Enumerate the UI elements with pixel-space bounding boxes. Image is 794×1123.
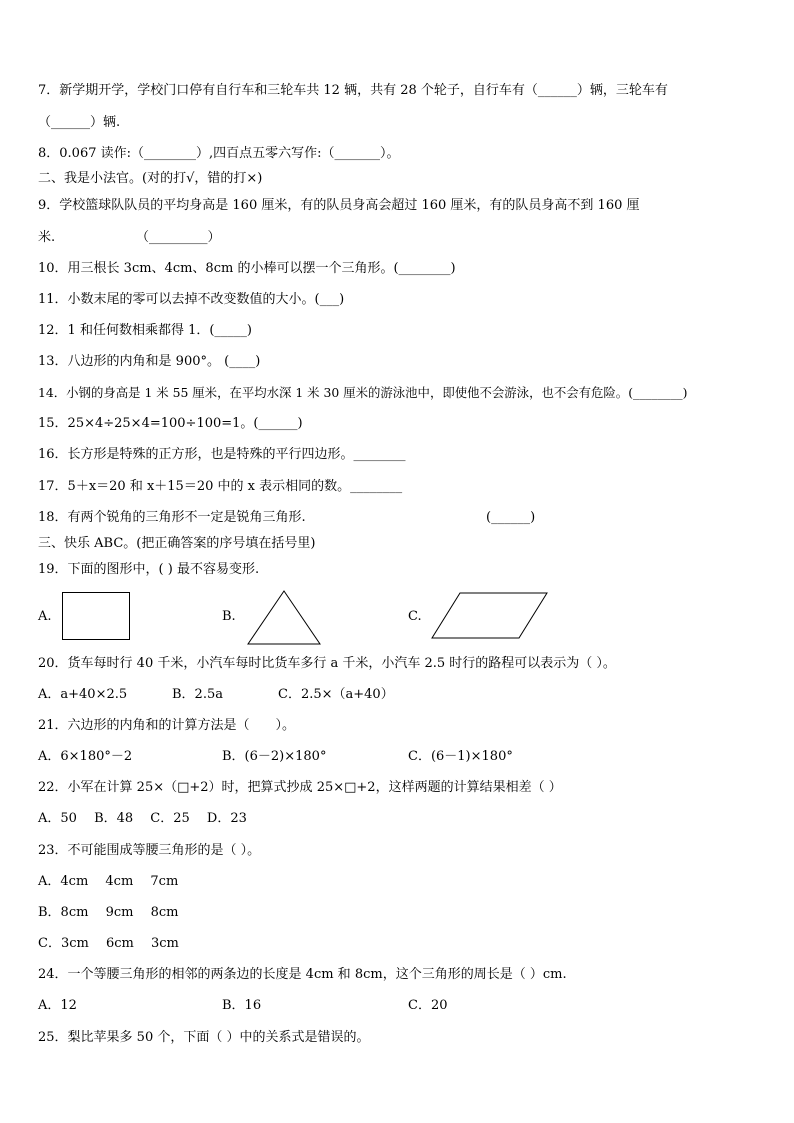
q21-stem: 21．六边形的内角和的计算方法是（ ）。 [38, 718, 296, 733]
rectangle-shape [62, 592, 130, 640]
q22-stem: 22．小军在计算 25×（□+2）时，把算式抄成 25×□+2，这样两题的计算结果相差（ ） [38, 780, 562, 795]
section-2-heading: 二、我是小法官。(对的打√，错的打×) [38, 171, 263, 186]
q9-line2: 米. [38, 230, 56, 245]
q20-option-b: B．2.5a [172, 687, 223, 702]
q23-stem: 23．不可能围成等腰三角形的是（ ）。 [38, 843, 261, 858]
q24-option-a: A．12 [38, 998, 77, 1013]
q24-option-b: B．16 [222, 998, 262, 1013]
q24-stem: 24．一个等腰三角形的相邻的两条边的长度是 4cm 和 8cm，这个三角形的周长是（ ）cm. [38, 967, 567, 982]
q25: 25．梨比苹果多 50 个，下面（ ）中的关系式是错误的。 [38, 1030, 370, 1045]
q20-stem: 20．货车每时行 40 千米，小汽车每时比货车多行 a 千米，小汽车 2.5 时行的路程可以表示为（ ）。 [38, 656, 616, 671]
q9-blank: （_________） [136, 230, 221, 245]
q18-blank: (______) [486, 510, 536, 525]
q8: 8．0.067 读作:（________）,四百点五零六写作:（_______）。 [38, 146, 400, 161]
q12: 12．1 和任何数相乘都得 1．(_____) [38, 323, 252, 338]
q20-option-a: A．a+40×2.5 [38, 687, 128, 702]
q24-option-c: C．20 [408, 998, 448, 1013]
q11: 11．小数末尾的零可以去掉不改变数值的大小。(___) [38, 292, 345, 307]
q19-option-b-label: B. [222, 609, 236, 624]
q17: 17．5＋x＝20 和 x＋15＝20 中的 x 表示相同的数。________ [38, 479, 403, 494]
q21-option-b: B．(6－2)×180° [222, 749, 327, 764]
q10: 10．用三根长 3cm、4cm、8cm 的小棒可以摆一个三角形。(________) [38, 261, 456, 276]
parallelogram-shape [430, 592, 550, 640]
q21-option-c: C．(6－1)×180° [408, 749, 513, 764]
q19-option-a-label: A. [38, 609, 52, 624]
q7-line1: 7．新学期开学，学校门口停有自行车和三轮车共 12 辆，共有 28 个轮子，自行车有（______）辆，三轮车有 [38, 83, 668, 98]
q23-option-b: B．8cm 9cm 8cm [38, 905, 179, 920]
q18-text: 18．有两个锐角的三角形不一定是锐角三角形. [38, 510, 306, 525]
triangle-shape [246, 590, 322, 646]
q16: 16．长方形是特殊的正方形，也是特殊的平行四边形。________ [38, 447, 406, 462]
q13: 13．八边形的内角和是 900°。 (____) [38, 354, 261, 369]
q21-option-a: A．6×180°－2 [38, 749, 133, 764]
q15: 15．25×4÷25×4=100÷100=1。(______) [38, 416, 303, 431]
q19-stem: 19．下面的图形中，( ) 最不容易变形. [38, 562, 260, 577]
q23-option-c: C．3cm 6cm 3cm [38, 936, 179, 951]
section-3-heading: 三、快乐 ABC。(把正确答案的序号填在括号里) [38, 536, 316, 551]
q20-option-c: C．2.5×（a+40） [278, 687, 394, 702]
q14: 14．小钢的身高是 1 米 55 厘米，在平均水深 1 米 30 厘米的游泳池中，即使他不会游泳，也不会有危险。(________) [38, 385, 688, 400]
q7-line2: （______）辆. [38, 115, 121, 130]
q23-option-a: A．4cm 4cm 7cm [38, 874, 179, 889]
q22-options: A．50 B．48 C．25 D．23 [38, 811, 247, 826]
q19-option-c-label: C. [408, 609, 422, 624]
q9-line1: 9．学校篮球队队员的平均身高是 160 厘米，有的队员身高会超过 160 厘米，有的队员身高不到 160 厘 [38, 198, 640, 213]
